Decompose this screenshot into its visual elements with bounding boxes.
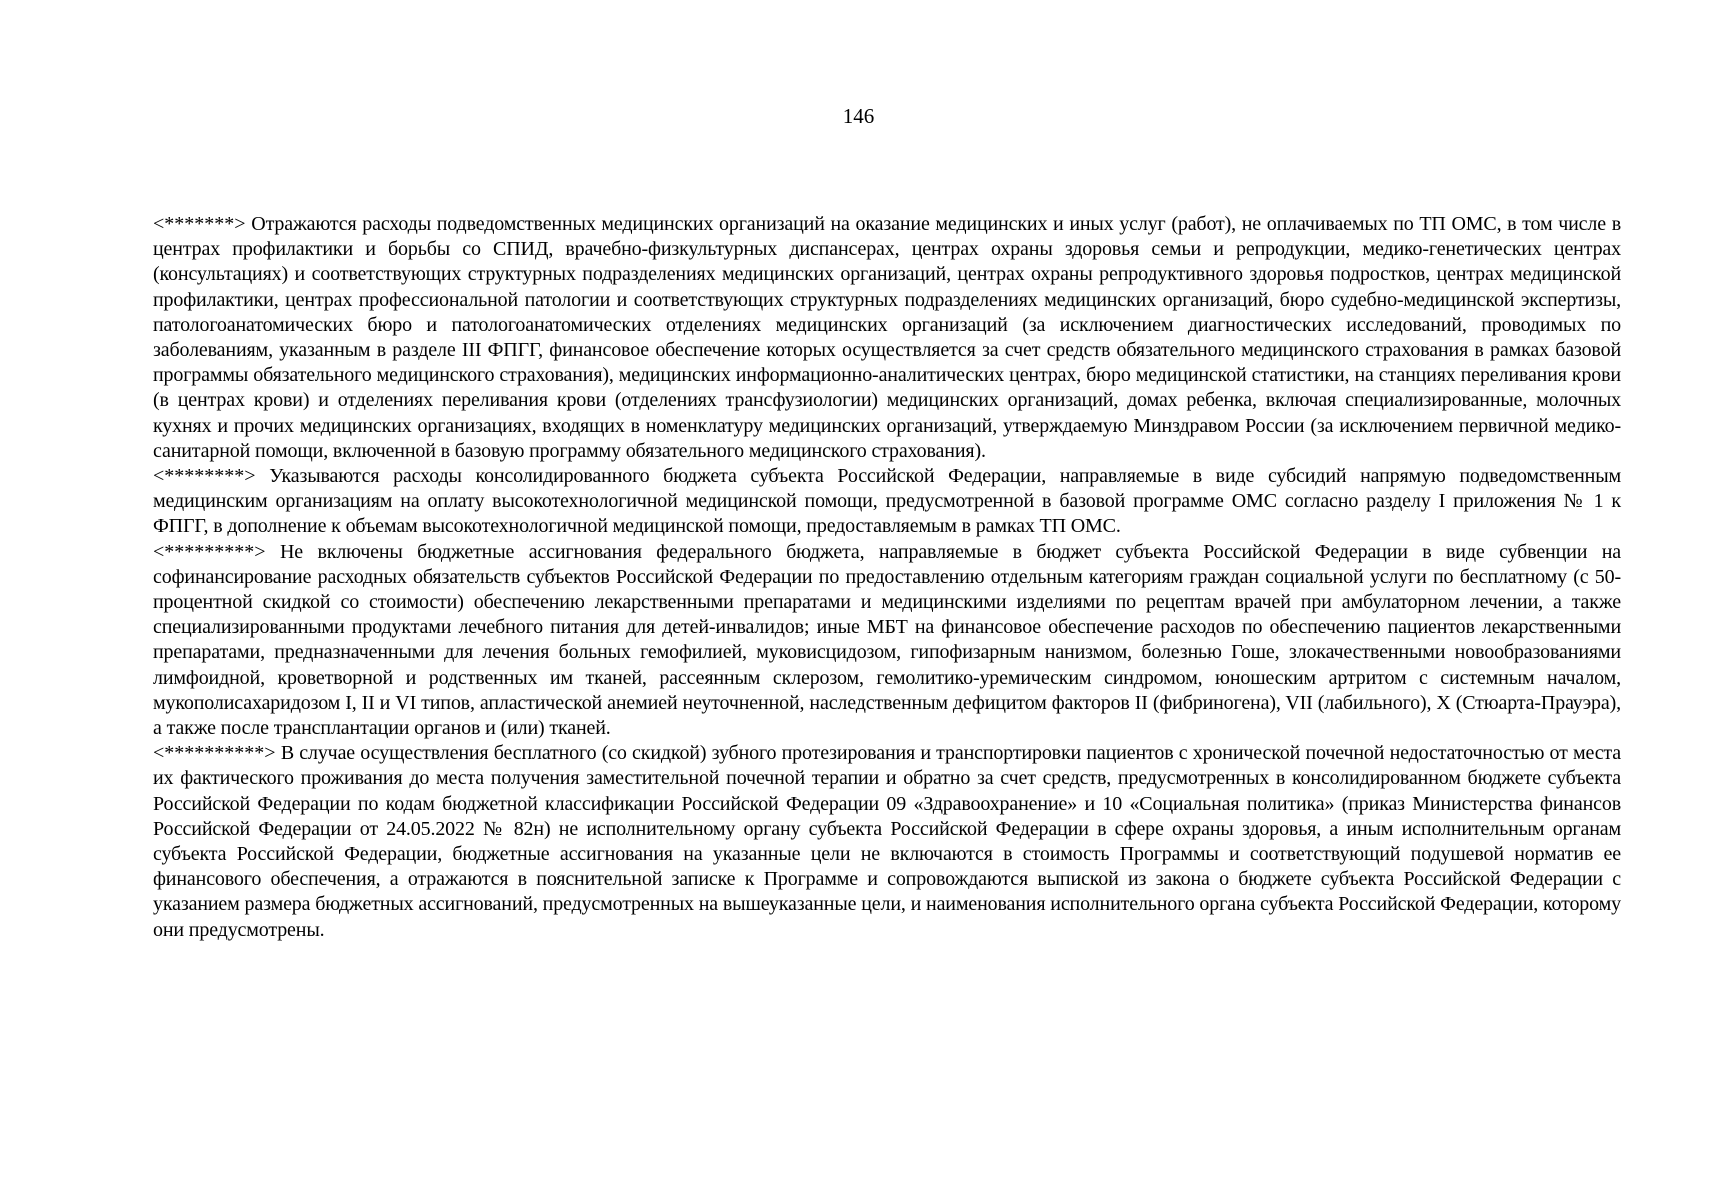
footnote-text: Не включены бюджетные ассигнования федерального бюджета, направляемые в бюджет субъекта Российской Федерации в виде субвенции на софинансирование расходных обязательств субъектов Российской Федерации по предоставлению отдельным категориям граждан социальной услуги по бесплатному (с 50-процентной скидкой со стоимости) обеспечению лекарственными препаратами и медицинскими изделиями по рецептам врачей при амбулаторном лечении, а также специализированными продуктами лечебного питания для детей-инвалидов; иные МБТ на финансовое обеспечение расходов по обеспечению пациентов лекарственными препаратами, предназначенными для лечения больных гемофилией, муковисцидозом, гипофизарным нанизмом, болезнью Гоше, злокачественными новообразованиями лимфоидной, кроветворной и родственных им тканей, рассеянным склерозом, гемолитико-уремическим синдромом, юношеским артритом с системным началом, мукополисахаридозом I, II и VI типов, апластической анемией неуточненной, наследственным дефицитом факторов II (фибриногена), VII (лабильного), X (Стюарта-Прауэра), а также после трансплантации органов и (или) тканей. (153, 540, 1621, 740)
page-number: 146 (842, 104, 875, 128)
footnote-text: Указываются расходы консолидированного бюджета субъекта Российской Федерации, направляемые в виде субсидий напрямую подведомственным медицинским организациям на оплату высокотехнологичной медицинской помощи, предусмотренной в базовой программе ОМС согласно разделу I приложения № 1 к ФПГГ, в дополнение к объемам высокотехнологичной медицинской помощи, предоставляемым в рамках ТП ОМС. (153, 465, 1621, 538)
footnotes-block (153, 212, 1621, 943)
footnote-marker: <*******> (153, 213, 246, 235)
footnote-4 (153, 741, 1621, 943)
footnote-marker: <*********> (153, 540, 266, 563)
footnote-2 (153, 464, 1621, 540)
footnote-text: В случае осуществления бесплатного (со скидкой) зубного протезирования и транспортировки пациентов с хронической почечной недостаточностью от места их фактического проживания до места получения заместительной почечной терапии и обратно за счет средств, предусмотренных в консолидированном бюджете субъекта Российской Федерации по кодам бюджетной классификации Российской Федерации 09 «Здравоохранение» и 10 «Социальная политика» (приказ Министерства финансов Российской Федерации от 24.05.2022 № 82н) не исполнительному органу субъекта Российской Федерации в сфере охраны здоровья, а иным исполнительным органам субъекта Российской Федерации, бюджетные ассигнования на указанные цели не включаются в стоимость Программы и соответствующий подушевой норматив ее финансового обеспечения, а отражаются в пояснительной записке к Программе и сопровождаются выпиской из закона о бюджете субъекта Российской Федерации с указанием размера бюджетных ассигнований, предусмотренных на вышеуказанные цели, и наименования исполнительного органа субъекта Российской Федерации, которому они предусмотрены. (153, 742, 1621, 941)
footnote-3 (153, 540, 1621, 742)
footnote-text: Отражаются расходы подведомственных медицинских организаций на оказание медицинских и иных услуг (работ), не оплачиваемых по ТП ОМС, в том числе в центрах профилактики и борьбы со СПИД, врачебно-физкультурных диспансерах, центрах охраны здоровья семьи и репродукции, медико-генетических центрах (консультациях) и соответствующих структурных подразделениях медицинских организаций, центрах охраны репродуктивного здоровья подростков, центрах медицинской профилактики, центрах профессиональной патологии и соответствующих структурных подразделениях медицинских организаций, бюро судебно-медицинской экспертизы, патологоанатомических бюро и патологоанатомических отделениях медицинских организаций (за исключением диагностических исследований, проводимых по заболеваниям, указанным в разделе III ФПГГ, финансовое обеспечение которых осуществляется за счет средств обязательного медицинского страхования в рамках базовой программы обязательного медицинского страхования), медицинских информационно-аналитических центрах, бюро медицинской статистики, на станциях переливания крови (в центрах крови) и отделениях переливания крови (отделениях трансфузиологии) медицинских организаций, домах ребенка, включая специализированные, молочных кухнях и прочих медицинских организациях, входящих в номенклатуру медицинских организаций, утверждаемую Минздравом России (за исключением первичной медико-санитарной помощи, включенной в базовую программу обязательного медицинского страхования). (153, 213, 1621, 462)
footnote-marker: <**********> (153, 742, 276, 765)
footnote-1 (153, 212, 1621, 464)
footnote-marker: <********> (153, 465, 256, 488)
